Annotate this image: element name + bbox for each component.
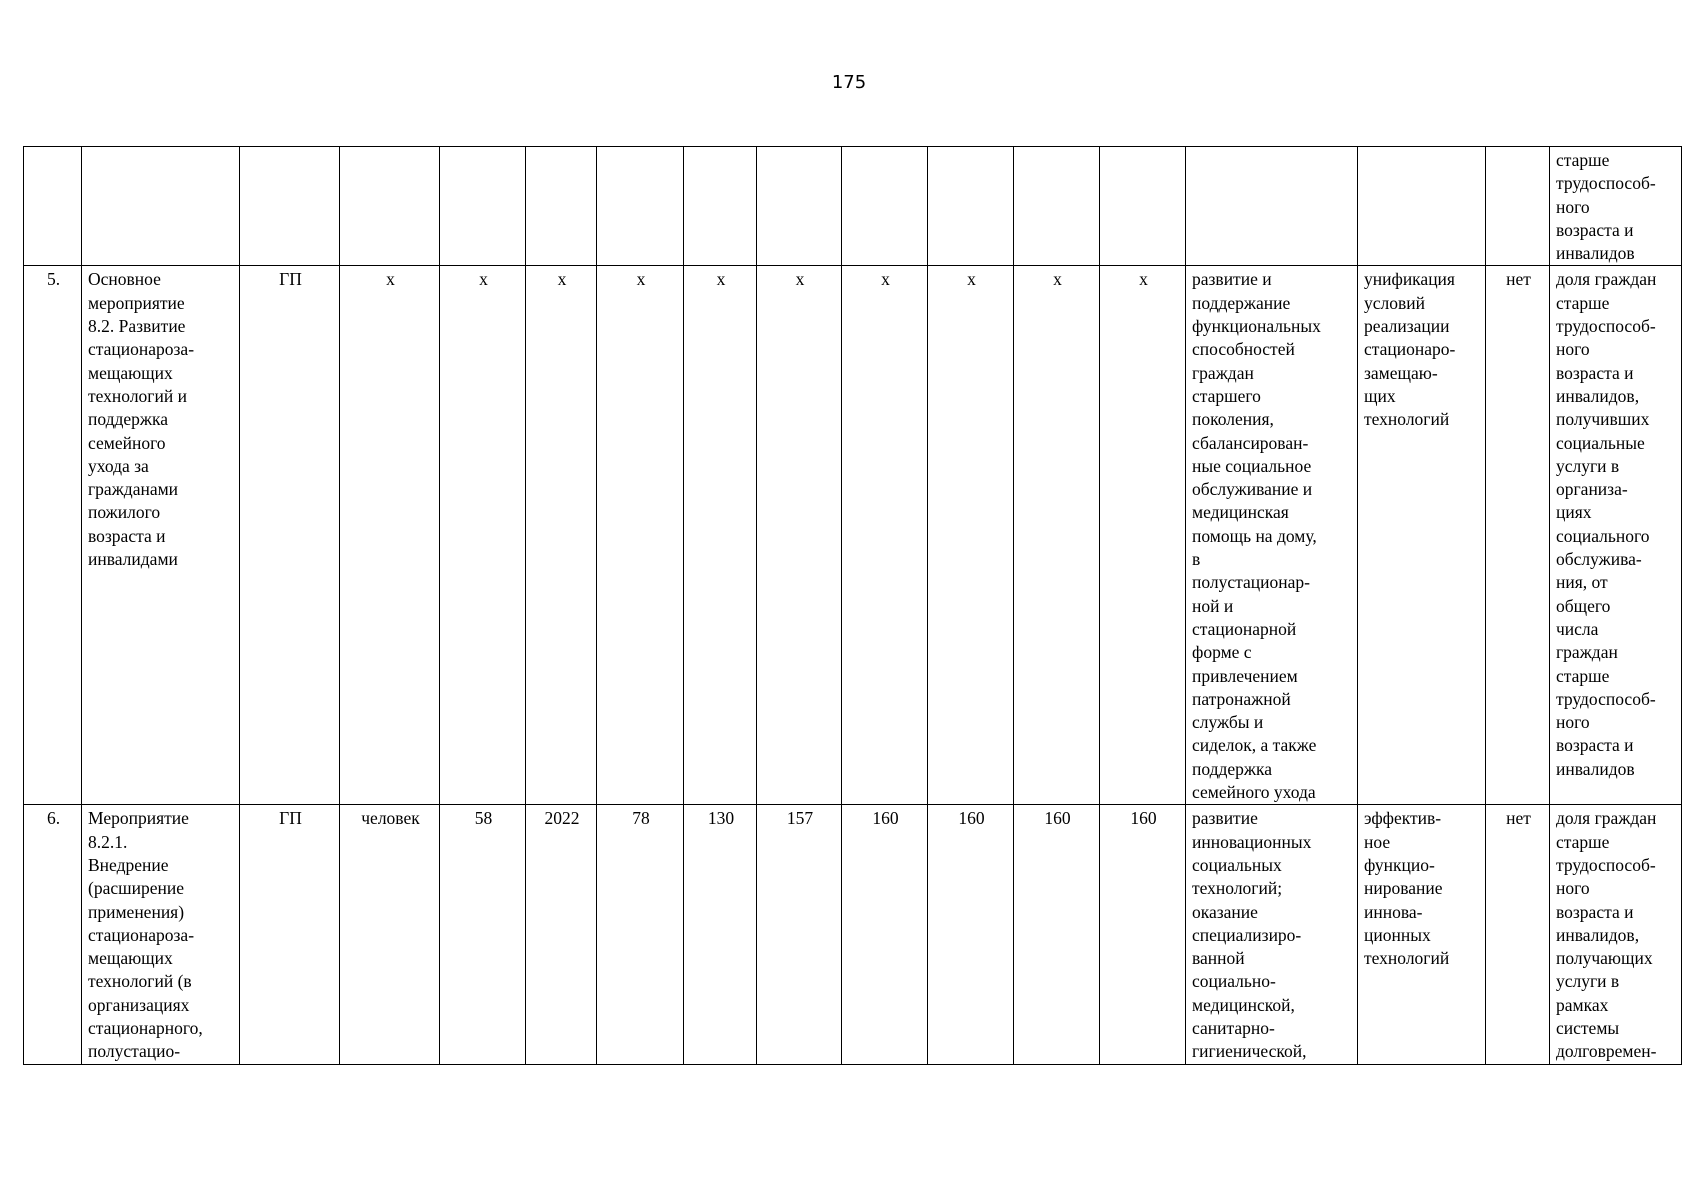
year-value-cell: 160 (1014, 805, 1100, 1064)
related-cell (1486, 147, 1550, 266)
base-value-cell: 58 (440, 805, 526, 1064)
related-cell: нет (1486, 805, 1550, 1064)
year-value-cell: 78 (597, 805, 684, 1064)
row-number: 6. (24, 805, 82, 1064)
year-value-cell (928, 147, 1014, 266)
base-year-cell: х (526, 266, 597, 805)
year-value-cell: х (1100, 266, 1186, 805)
link-cell: эффектив- ное функцио- нирование иннова- ционных технологий (1358, 805, 1486, 1064)
indicator-cell: старше трудоспособ- ного возраста и инвалидов (1550, 147, 1682, 266)
year-value-cell: 130 (684, 805, 757, 1064)
unit-cell: человек (340, 805, 440, 1064)
unit-cell: х (340, 266, 440, 805)
year-value-cell: х (1014, 266, 1100, 805)
link-cell (1358, 147, 1486, 266)
year-value-cell (597, 147, 684, 266)
executor-cell (240, 147, 340, 266)
year-value-cell (842, 147, 928, 266)
base-value-cell: х (440, 266, 526, 805)
year-value-cell: 160 (842, 805, 928, 1064)
unit-cell (340, 147, 440, 266)
year-value-cell (757, 147, 842, 266)
indicator-cell: доля граждан старше трудоспособ- ного возраста и инвалидов, получающих услуги в рамках системы долговремен- (1550, 805, 1682, 1064)
year-value-cell: х (928, 266, 1014, 805)
related-cell: нет (1486, 266, 1550, 805)
year-value-cell: 160 (928, 805, 1014, 1064)
year-value-cell (1014, 147, 1100, 266)
executor-cell: ГП (240, 266, 340, 805)
base-year-cell (526, 147, 597, 266)
year-value-cell: 157 (757, 805, 842, 1064)
table-row (24, 147, 1682, 266)
link-cell: унификация условий реализации стационаро- замещаю- щих технологий (1358, 266, 1486, 805)
table-row (24, 805, 1682, 1064)
page-number: 175 (831, 72, 867, 93)
year-value-cell: х (757, 266, 842, 805)
year-value-cell: х (597, 266, 684, 805)
year-value-cell: х (842, 266, 928, 805)
measure-name (82, 147, 240, 266)
year-value-cell (1100, 147, 1186, 266)
base-value-cell (440, 147, 526, 266)
row-number: 5. (24, 266, 82, 805)
year-value-cell (684, 147, 757, 266)
measure-name: Мероприятие 8.2.1. Внедрение (расширение применения) стационароза- мещающих технологий (в организациях стационарного, полустацио- (82, 805, 240, 1064)
row-number (24, 147, 82, 266)
year-value-cell: 160 (1100, 805, 1186, 1064)
expected-result-cell (1186, 147, 1358, 266)
measure-name: Основное мероприятие 8.2. Развитие стационароза- мещающих технологий и поддержка семейного ухода за гражданами пожилого возраста и инвалидами (82, 266, 240, 805)
executor-cell: ГП (240, 805, 340, 1064)
table-row (24, 266, 1682, 805)
program-measures-table (23, 146, 1682, 1065)
indicator-cell: доля граждан старше трудоспособ- ного возраста и инвалидов, получивших социальные услуги в организа- циях социального обслужива- ния, от общего числа граждан старше трудоспособ- ного возраста и инвалидов (1550, 266, 1682, 805)
base-year-cell: 2022 (526, 805, 597, 1064)
year-value-cell: х (684, 266, 757, 805)
expected-result-cell: развитие инновационных социальных технологий; оказание специализиро- ванной социально- медицинской, санитарно- гигиенической, (1186, 805, 1358, 1064)
expected-result-cell: развитие и поддержание функциональных способностей граждан старшего поколения, сбалансирован- ные социальное обслуживание и медицинская помощь на дому, в полустационар- ной и стационарной форме с привлечением патронажной службы и сиделок, а также поддержка семейного ухода (1186, 266, 1358, 805)
